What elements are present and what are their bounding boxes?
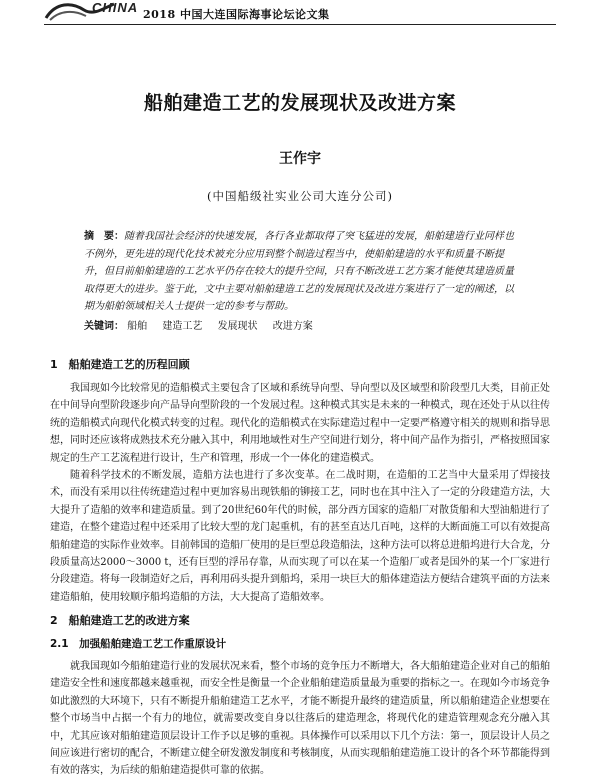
- keywords-label: 关键词：: [84, 321, 124, 332]
- keyword: 发展现状: [217, 321, 258, 332]
- paper-title: 船舶建造工艺的发展现状及改进方案: [143, 92, 456, 114]
- section-heading-2: 2 船舶建造工艺的改进方案: [50, 614, 190, 627]
- section-1-paragraph-1: 我国现如今比较常见的造船模式主要包含了区域和系统导向型、导向型以及区域型和阶段型几大类，目前正处在中间导向型阶段逐步向产品导向型阶段的一个发展过程。这种模式其实是未来的一种模式，现在还处于从以往传统的造船模式向现代化模式转变的过程。现代化的造船模式在实际建造过程中一定要严格遵守相关的规则和指导思想，同时还应该将成熟技术充分融入其中，利用地域性对生产空间进行划分，将中间产品作为指引，严格按照国家规定的生产工艺流程进行设计，生产和管理，形成一个一体化的建造模式。: [50, 383, 550, 464]
- logo-text: CHINA: [92, 0, 139, 15]
- abstract-label: 摘 要：: [84, 231, 124, 242]
- page-header: [0, 0, 600, 26]
- abstract: [84, 228, 516, 316]
- keywords: [84, 317, 516, 332]
- section-heading-1: 1 船舶建造工艺的历程回顾: [50, 358, 190, 371]
- keyword: 改进方案: [272, 321, 313, 332]
- header-rule: [44, 24, 556, 25]
- subsection-heading-2-1: 2.1 加强船舶建造工艺工作重原设计: [50, 638, 227, 650]
- keyword: 船舶: [127, 321, 148, 332]
- author-name: 王作宇: [279, 151, 321, 167]
- running-head: 2018 中国大连国际海事论坛论文集: [143, 8, 330, 21]
- section-1-paragraph-2: 随着科学技术的不断发展，造船方法也进行了多次变革。在二战时期，在造船的工艺当中大量采用了焊接技术，而没有采用以往传统建造过程中更加容易出现铁船的铆接工艺，同时也在其中注入了一定的分段建造方法，大大提升了造船的效率和建造质量。到了20世纪60年代的时候，部分西方国家的造船厂对散货船和大型油船进行了建造，在整个建造过程中还采用了比较大型的龙门起重机，有的甚至直达几百吨，这样的大断面施工可以有效提高船舶建造的实际作业效率。目前韩国的造船厂使用的是巨型总段造船法，这种方法可以将总进船坞进行大合龙，分段质量高达2000～3000 t，还有巨型的浮吊存靠，从而实现了可以在某一个造船厂或者是国外的某一个厂家进行分段建造。将每一段制造好之后，再利用码头提升到船坞，采用一块巨大的船体建造法方便结合建筑平面的方法来建造船舶，使用较顺序船坞造船的方法，大大提高了造船效率。: [50, 470, 550, 603]
- keyword: 建造工艺: [162, 321, 203, 332]
- abstract-text: 随着我国社会经济的快速发展，各行各业都取得了突飞猛进的发展，船舶建造行业同样也不例外，更先进的现代化技术被充分应用到整个制造过程当中，使船舶建造的水平和质量不断提升，但目前船舶建造的工艺水平仍存在较大的提升空间，只有不断改进工艺方案才能使其建造质量取得更大的进步。鉴于此，文中主要对船舶建造工艺的发展现状及改进方案进行了一定的阐述，以期为船舶领域相关人士提供一定的参考与帮助。: [84, 231, 514, 313]
- section-2-1-paragraph-1: 就我国现如今船舶建造行业的发展状况来看，整个市场的竞争压力不断增大，各大船舶建造企业对自己的船舶建造安全性和速度都越来越重视，而安全性是衡量一个企业船舶建造质量最为重要的指标之一。在现如今市场竞争如此激烈的大环境下，只有不断提升船舶建造工艺水平，才能不断提升最终的建造质量，所以船舶建造企业想要在整个市场当中占据一个有力的地位，就需要改变自身以往落后的建造理念，将现代化的建造管理观念充分融入其中，尤其应该对船舶建造顶层设计工作予以足够的重视。具体操作可以采用以下几个方法：第一，顶层设计人员之间应该进行密切的配合，不断建立健全研发激发制度和考核制度，从而实现船舶建造施工设计的各个环节都能得到有效的落实，为后续的船舶建造提供可靠的依据。: [50, 661, 550, 777]
- affiliation: (中国船级社实业公司大连分公司): [207, 189, 393, 203]
